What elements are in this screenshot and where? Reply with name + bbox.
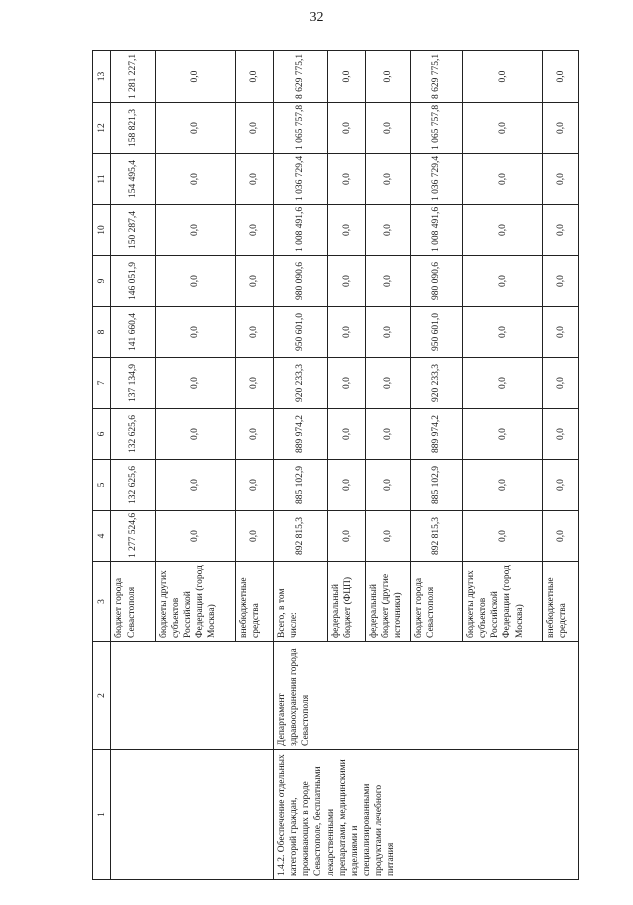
header-cell: 10 bbox=[93, 205, 111, 256]
value-cell: 0,0 bbox=[543, 205, 579, 256]
value-cell: 0,0 bbox=[366, 511, 411, 562]
value-cell: 0,0 bbox=[463, 307, 543, 358]
value-cell: 0,0 bbox=[543, 51, 579, 103]
header-cell: 5 bbox=[93, 460, 111, 511]
value-cell: 0,0 bbox=[543, 460, 579, 511]
value-cell: 0,0 bbox=[463, 256, 543, 307]
value-cell: 920 233,3 bbox=[273, 358, 327, 409]
value-cell: 0,0 bbox=[236, 409, 274, 460]
header-cell: 3 bbox=[93, 562, 111, 642]
value-cell: 1 277 524,6 bbox=[111, 511, 155, 562]
value-cell: 0,0 bbox=[155, 205, 235, 256]
value-cell: 0,0 bbox=[543, 358, 579, 409]
value-cell: 0,0 bbox=[155, 460, 235, 511]
value-cell: 1 008 491,6 bbox=[273, 205, 327, 256]
header-cell: 12 bbox=[93, 103, 111, 154]
value-cell: 0,0 bbox=[463, 154, 543, 205]
value-cell: 0,0 bbox=[328, 256, 366, 307]
funding-source-cell: Всего, в том числе: bbox=[273, 562, 327, 642]
funding-source-cell: бюджеты других субъектов Российской Федерации (город Москва) bbox=[155, 562, 235, 642]
value-cell: 0,0 bbox=[366, 51, 411, 103]
value-cell: 154 495,4 bbox=[111, 154, 155, 205]
value-cell: 0,0 bbox=[155, 256, 235, 307]
value-cell: 8 629 775,1 bbox=[273, 51, 327, 103]
value-cell: 0,0 bbox=[328, 51, 366, 103]
value-cell: 885 102,9 bbox=[410, 460, 462, 511]
page-number: 32 bbox=[309, 10, 324, 25]
budget-table bbox=[92, 50, 579, 880]
table-row bbox=[111, 51, 155, 880]
value-cell: 150 287,4 bbox=[111, 205, 155, 256]
value-cell: 0,0 bbox=[366, 154, 411, 205]
header-cell: 7 bbox=[93, 358, 111, 409]
value-cell: 0,0 bbox=[328, 307, 366, 358]
value-cell: 0,0 bbox=[328, 511, 366, 562]
header-cell: 1 bbox=[93, 750, 111, 880]
value-cell: 0,0 bbox=[155, 409, 235, 460]
value-cell: 0,0 bbox=[155, 307, 235, 358]
measure-cell-continued bbox=[111, 750, 274, 880]
funding-source-cell: внебюджетные средства bbox=[543, 562, 579, 642]
value-cell: 0,0 bbox=[463, 103, 543, 154]
value-cell: 0,0 bbox=[155, 51, 235, 103]
value-cell: 0,0 bbox=[543, 103, 579, 154]
header-row bbox=[93, 51, 111, 880]
header-cell: 6 bbox=[93, 409, 111, 460]
value-cell: 1 036 729,4 bbox=[410, 154, 462, 205]
value-cell: 0,0 bbox=[236, 205, 274, 256]
executor-cell-continued bbox=[111, 642, 274, 750]
value-cell: 0,0 bbox=[236, 358, 274, 409]
value-cell: 0,0 bbox=[236, 460, 274, 511]
header-cell: 4 bbox=[93, 511, 111, 562]
value-cell: 158 821,3 bbox=[111, 103, 155, 154]
value-cell: 0,0 bbox=[236, 307, 274, 358]
header-cell: 9 bbox=[93, 256, 111, 307]
value-cell: 0,0 bbox=[463, 358, 543, 409]
value-cell: 0,0 bbox=[328, 460, 366, 511]
value-cell: 0,0 bbox=[328, 409, 366, 460]
funding-source-cell: бюджет города Севастополя bbox=[410, 562, 462, 642]
value-cell: 0,0 bbox=[366, 256, 411, 307]
value-cell: 132 625,6 bbox=[111, 460, 155, 511]
value-cell: 0,0 bbox=[236, 103, 274, 154]
value-cell: 0,0 bbox=[366, 307, 411, 358]
value-cell: 0,0 bbox=[366, 103, 411, 154]
value-cell: 920 233,3 bbox=[410, 358, 462, 409]
value-cell: 0,0 bbox=[366, 460, 411, 511]
value-cell: 0,0 bbox=[328, 205, 366, 256]
value-cell: 889 974,2 bbox=[273, 409, 327, 460]
header-cell: 11 bbox=[93, 154, 111, 205]
value-cell: 141 660,4 bbox=[111, 307, 155, 358]
value-cell: 0,0 bbox=[155, 154, 235, 205]
value-cell: 0,0 bbox=[463, 460, 543, 511]
funding-source-cell: бюджет города Севастополя bbox=[111, 562, 155, 642]
value-cell: 1 036 729,4 bbox=[273, 154, 327, 205]
value-cell: 0,0 bbox=[463, 205, 543, 256]
rotated-table-container bbox=[92, 50, 579, 880]
value-cell: 0,0 bbox=[463, 511, 543, 562]
value-cell: 0,0 bbox=[543, 511, 579, 562]
value-cell: 980 090,6 bbox=[410, 256, 462, 307]
value-cell: 132 625,6 bbox=[111, 409, 155, 460]
value-cell: 0,0 bbox=[543, 409, 579, 460]
value-cell: 0,0 bbox=[236, 51, 274, 103]
value-cell: 980 090,6 bbox=[273, 256, 327, 307]
value-cell: 0,0 bbox=[155, 511, 235, 562]
value-cell: 0,0 bbox=[155, 358, 235, 409]
value-cell: 0,0 bbox=[543, 307, 579, 358]
value-cell: 146 051,9 bbox=[111, 256, 155, 307]
value-cell: 0,0 bbox=[328, 103, 366, 154]
value-cell: 0,0 bbox=[328, 154, 366, 205]
value-cell: 950 601,0 bbox=[410, 307, 462, 358]
value-cell: 0,0 bbox=[366, 409, 411, 460]
value-cell: 0,0 bbox=[328, 358, 366, 409]
value-cell: 1 008 491,6 bbox=[410, 205, 462, 256]
value-cell: 0,0 bbox=[463, 409, 543, 460]
value-cell: 885 102,9 bbox=[273, 460, 327, 511]
header-cell: 13 bbox=[93, 51, 111, 103]
value-cell: 137 134,9 bbox=[111, 358, 155, 409]
table-row bbox=[273, 51, 327, 880]
funding-source-cell: федеральный бюджет (другие источники) bbox=[366, 562, 411, 642]
value-cell: 0,0 bbox=[236, 256, 274, 307]
value-cell: 950 601,0 bbox=[273, 307, 327, 358]
header-cell: 2 bbox=[93, 642, 111, 750]
value-cell: 0,0 bbox=[366, 205, 411, 256]
value-cell: 1 281 227,1 bbox=[111, 51, 155, 103]
value-cell: 0,0 bbox=[543, 154, 579, 205]
value-cell: 1 065 757,8 bbox=[410, 103, 462, 154]
value-cell: 0,0 bbox=[236, 511, 274, 562]
funding-source-cell: федеральный бюджет (ФЦП) bbox=[328, 562, 366, 642]
value-cell: 0,0 bbox=[366, 358, 411, 409]
value-cell: 1 065 757,8 bbox=[273, 103, 327, 154]
header-cell: 8 bbox=[93, 307, 111, 358]
value-cell: 0,0 bbox=[236, 154, 274, 205]
value-cell: 889 974,2 bbox=[410, 409, 462, 460]
value-cell: 0,0 bbox=[463, 51, 543, 103]
value-cell: 892 815,3 bbox=[273, 511, 327, 562]
executor-cell: Департамент здравоохранения города Севастополя bbox=[273, 642, 578, 750]
value-cell: 8 629 775,1 bbox=[410, 51, 462, 103]
funding-source-cell: внебюджетные средства bbox=[236, 562, 274, 642]
value-cell: 0,0 bbox=[155, 103, 235, 154]
value-cell: 0,0 bbox=[543, 256, 579, 307]
funding-source-cell: бюджеты других субъектов Российской Федерации (город Москва) bbox=[463, 562, 543, 642]
measure-cell: 1.4.2. Обеспечение отдельных категорий граждан, проживающих в городе Севастополе, бесплатными лекарственными препаратами, медицинскими изделиями и специализированными продуктами лечебного питания bbox=[273, 750, 578, 880]
value-cell: 892 815,3 bbox=[410, 511, 462, 562]
